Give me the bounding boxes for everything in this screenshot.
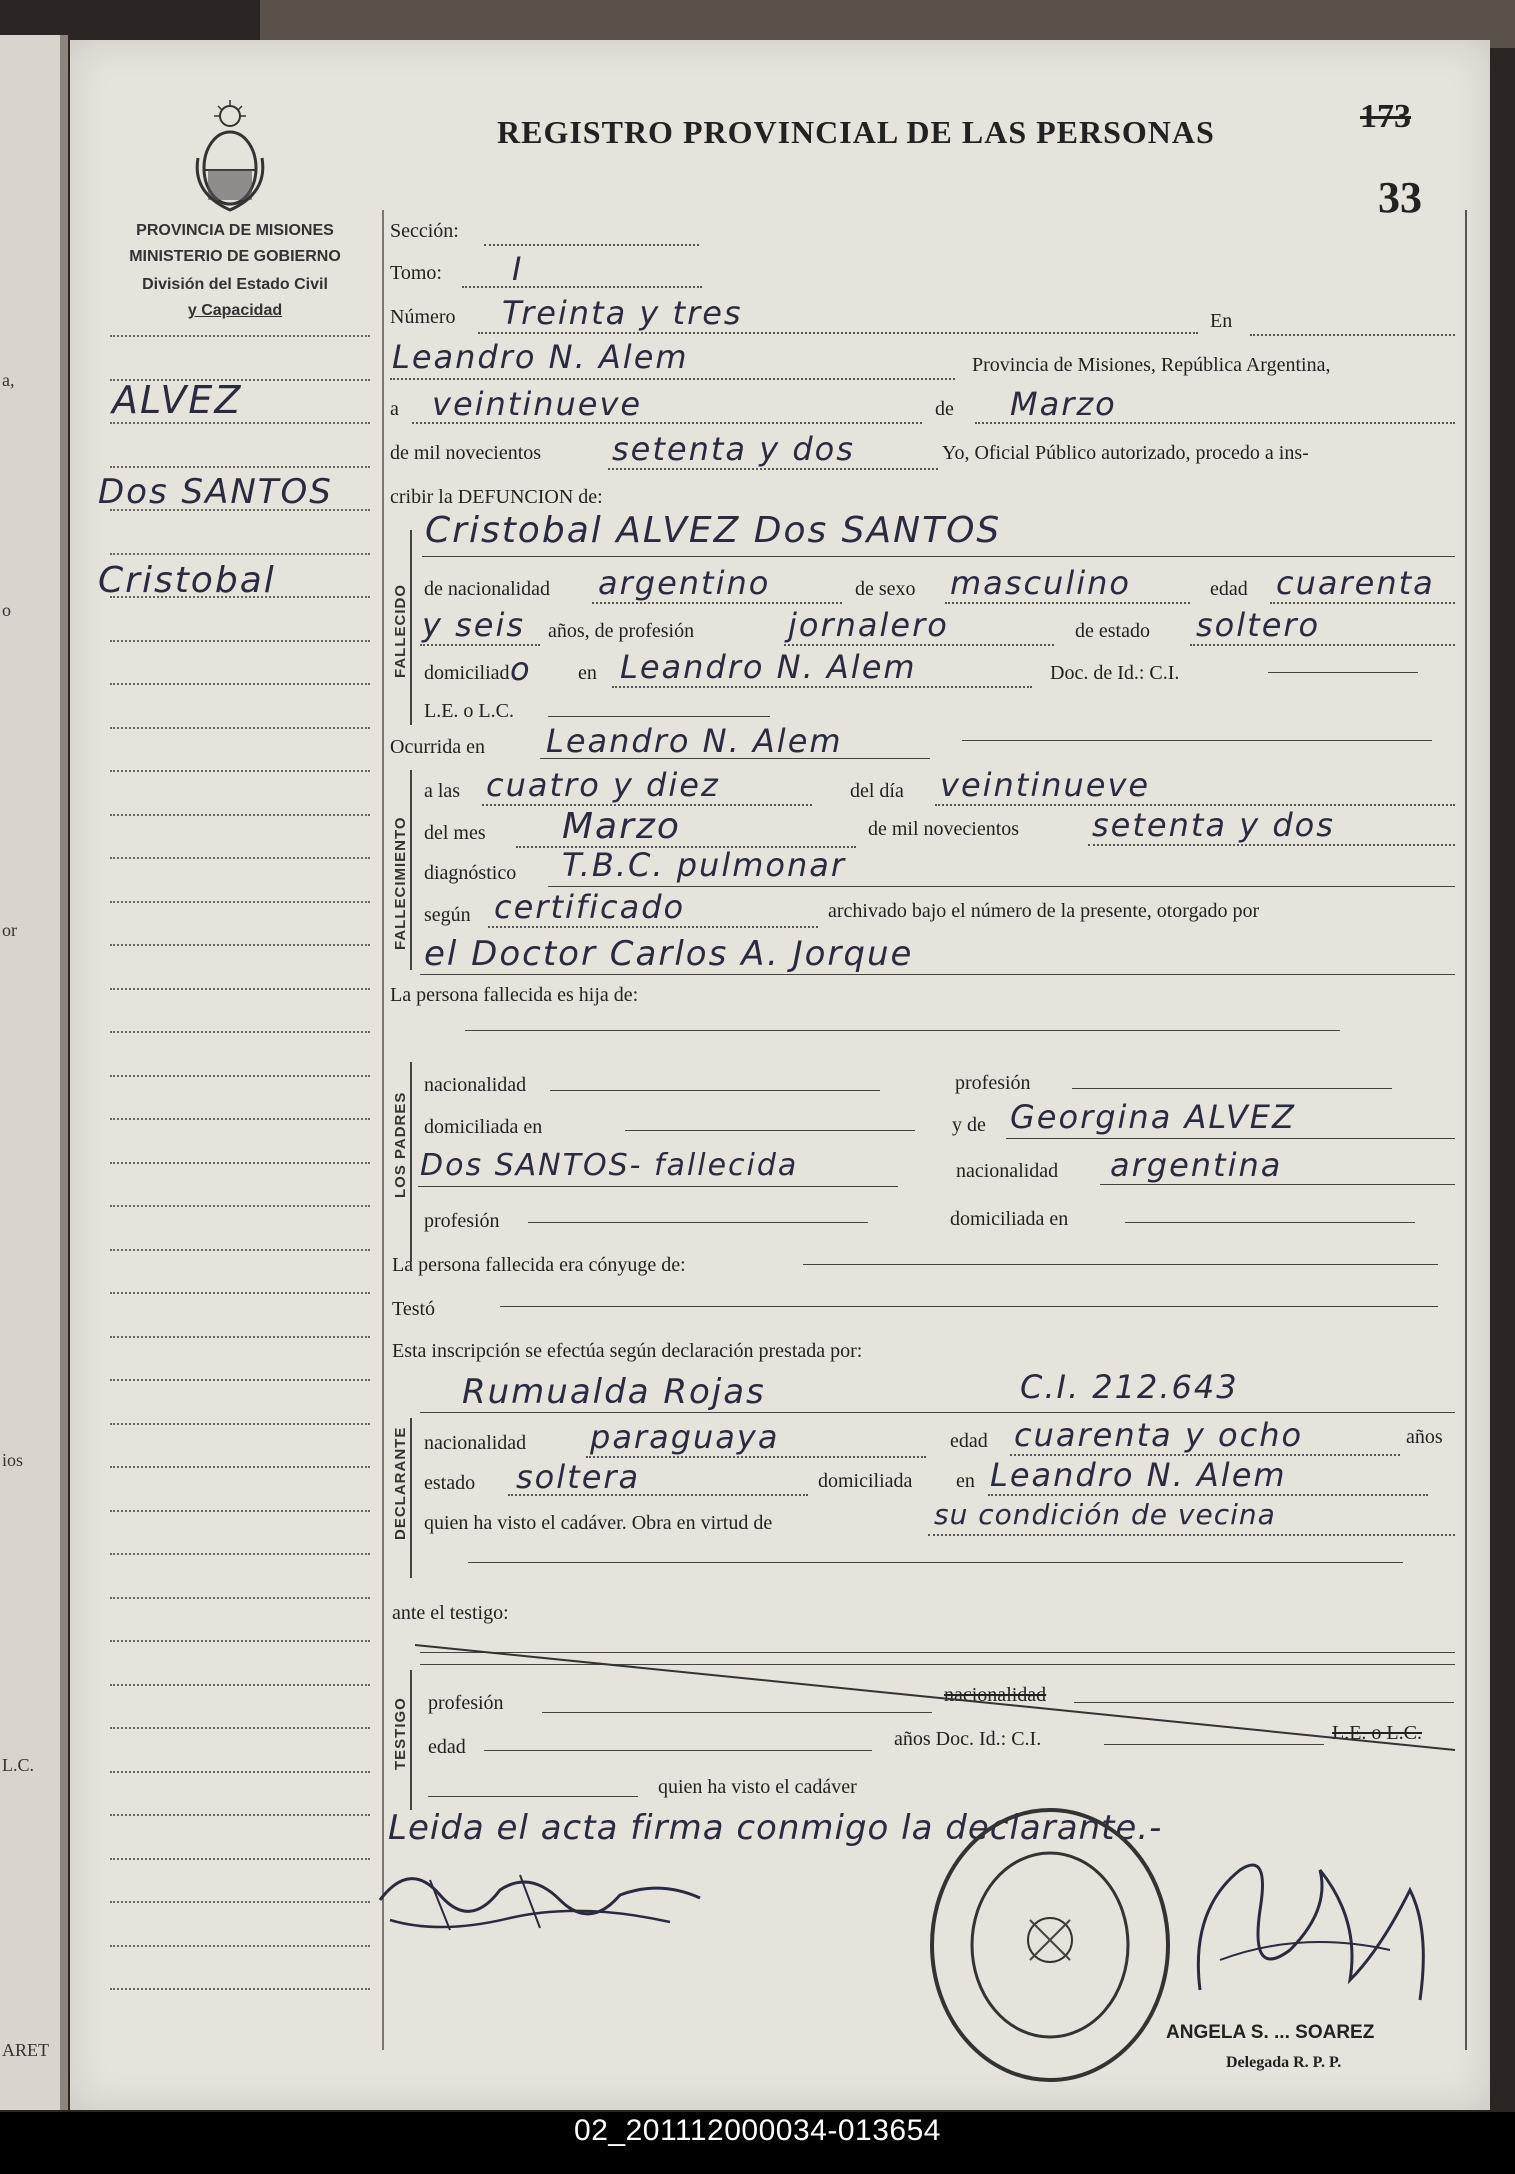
fallecido-name: Cristobal ALVEZ Dos SANTOS <box>425 510 1002 551</box>
margin-rule-line <box>110 1075 370 1077</box>
margin-rule-line <box>110 683 370 685</box>
domiciliado-suffix: o <box>510 650 532 688</box>
padre-profesion-label: profesión <box>955 1072 1031 1094</box>
ocurrida-label: Ocurrida en <box>390 736 485 758</box>
margin-rule-line <box>110 1684 370 1686</box>
declarante-bracket <box>410 1418 412 1578</box>
madre-nacionalidad-line <box>1100 1184 1455 1185</box>
hora-value: cuatro y diez <box>486 766 720 804</box>
margin-rule-line <box>110 1423 370 1425</box>
margin-rule-line <box>110 1249 370 1251</box>
fallecido-section-label: FALLECIDO <box>392 584 409 678</box>
cribir-text: cribir la DEFUNCION de: <box>390 486 603 508</box>
vertical-rule <box>382 210 384 2050</box>
declarante-en-label: en <box>956 1470 975 1492</box>
doc-line <box>1268 672 1418 673</box>
margin-rule-line <box>110 1466 370 1468</box>
declarante-estado-label: estado <box>424 1472 476 1494</box>
padre-profesion-line <box>1072 1088 1392 1089</box>
doctor-value: el Doctor Carlos A. Jorque <box>424 934 914 974</box>
margin-rule-line <box>110 944 370 946</box>
madre2-line <box>418 1186 898 1187</box>
margin-rule-line <box>110 1640 370 1642</box>
declarante-anos-label: años <box>1406 1426 1443 1448</box>
sexo-value: masculino <box>950 564 1131 602</box>
madre-line <box>1006 1138 1455 1139</box>
margin-rule-line <box>110 1336 370 1338</box>
nacionalidad-line <box>592 602 842 604</box>
margin-rule-line <box>110 727 370 729</box>
page-number: 33 <box>1378 173 1422 222</box>
de-mil-label: de mil novecientos <box>390 442 542 464</box>
officer-name: ANGELA S. ... SOAREZ <box>1166 2022 1375 2043</box>
declarante-name: Rumualda Rojas <box>462 1372 766 1412</box>
province-label: PROVINCIA DE MISIONES <box>136 222 334 239</box>
declarante-edad-value: cuarenta y ocho <box>1014 1416 1304 1454</box>
sexo-label: de sexo <box>855 578 916 600</box>
nacionalidad-label: de nacionalidad <box>424 578 551 600</box>
estado-label: de estado <box>1075 620 1150 642</box>
declarante-ci: C.I. 212.643 <box>1020 1368 1239 1406</box>
madre-domiciliada-label: domiciliada en <box>950 1208 1069 1230</box>
segun-value: certificado <box>494 888 686 926</box>
a-label: a <box>390 398 399 420</box>
margin-rule-line <box>110 1379 370 1381</box>
declarante-domiciliada-label: domiciliada <box>818 1470 913 1492</box>
archivado-text: archivado bajo el número de la presente, otorgado por <box>828 900 1260 922</box>
ocurrida-line-2 <box>962 740 1432 741</box>
day-value: veintinueve <box>432 385 643 423</box>
madre-domiciliada-line <box>1125 1222 1415 1223</box>
declarante-domicilio-line <box>988 1494 1428 1496</box>
margin-rule-line <box>110 1205 370 1207</box>
segun-label: según <box>424 904 471 926</box>
margin-given-name: Cristobal <box>98 560 276 601</box>
mes-value: Marzo <box>562 806 681 847</box>
ministry-label: MINISTERIO DE GOBIERNO <box>129 248 341 265</box>
deldia-label: del día <box>850 780 904 802</box>
padre-nacionalidad-label: nacionalidad <box>424 1074 527 1096</box>
padres-bracket <box>410 1062 412 1262</box>
conyuge-line <box>803 1264 1438 1265</box>
domicilio-value: Leandro N. Alem <box>620 648 917 686</box>
doc-label: Doc. de Id.: C.I. <box>1050 662 1180 684</box>
margin-rule-line <box>110 509 370 511</box>
madre-value: Georgina ALVEZ <box>1010 1098 1296 1136</box>
fallecimiento-section-label: FALLECIMIENTO <box>392 816 409 950</box>
padre-domiciliada-line <box>625 1130 915 1131</box>
left-page-fragment: L.C. <box>2 1755 35 1775</box>
month-value: Marzo <box>1010 385 1117 423</box>
edad-value-2: y seis <box>422 606 526 644</box>
conyuge-text: La persona fallecida era cónyuge de: <box>392 1254 686 1276</box>
diagnostico-label: diagnóstico <box>424 862 517 884</box>
en-label: En <box>1210 310 1233 332</box>
profesion-line <box>784 644 1054 646</box>
testigo-section-label: TESTIGO <box>392 1697 409 1770</box>
declarante-virtud-line <box>928 1534 1455 1536</box>
margin-rule-line <box>110 770 370 772</box>
month-line <box>975 422 1455 424</box>
segun-line <box>488 926 818 928</box>
declarante-extra-line <box>468 1562 1403 1563</box>
day-line <box>412 422 922 424</box>
margin-rule-line <box>110 988 370 990</box>
margin-rule-line <box>110 379 370 381</box>
fallecido-bracket <box>410 530 412 725</box>
officer-signature-icon <box>1180 1830 1450 2020</box>
margin-rule-line <box>110 1858 370 1860</box>
testigo-anos-doc-label: años Doc. Id.: C.I. <box>894 1728 1042 1750</box>
left-page-edge <box>60 35 68 2110</box>
estado-line <box>1190 644 1455 646</box>
margin-rule-line <box>110 1162 370 1164</box>
sexo-line <box>945 602 1190 604</box>
alas-label: a las <box>424 780 461 802</box>
margin-surname1: ALVEZ <box>112 378 243 422</box>
madre-profesion-line <box>528 1222 868 1223</box>
page-title: REGISTRO PROVINCIAL DE LAS PERSONAS <box>497 114 1215 150</box>
padres-section-label: LOS PADRES <box>392 1091 409 1198</box>
testigo-ante-text: ante el testigo: <box>392 1602 509 1624</box>
edad2-line <box>420 644 540 646</box>
seccion-label: Sección: <box>390 220 459 242</box>
margin-rule-line <box>110 1292 370 1294</box>
padre-domiciliada-label: domiciliada en <box>424 1116 543 1138</box>
edad-line <box>1270 602 1455 604</box>
year-value: setenta y dos <box>612 430 855 468</box>
place-value: Leandro N. Alem <box>392 338 689 376</box>
margin-rule-line <box>110 335 370 337</box>
testigo-quien-text: quien ha visto el cadáver <box>658 1776 857 1798</box>
madre-nacionalidad-value: argentina <box>1110 1146 1283 1184</box>
diagnostico-line <box>548 886 1455 887</box>
margin-rule-line <box>110 814 370 816</box>
diagnostico-value: T.B.C. pulmonar <box>562 846 847 884</box>
fallecido-name-line <box>422 556 1455 557</box>
seccion-line <box>484 244 699 246</box>
declarante-name-line <box>420 1412 1455 1413</box>
declarante-estado-value: soltera <box>516 1458 641 1496</box>
anio-value: setenta y dos <box>1092 806 1335 844</box>
testigo-edad-label: edad <box>428 1736 466 1758</box>
oficial-text: Yo, Oficial Público autorizado, procedo a ins- <box>942 442 1309 464</box>
left-page-fragment: o <box>2 600 11 620</box>
yde-label: y de <box>952 1114 986 1136</box>
margin-rule-line <box>110 553 370 555</box>
en-line <box>1250 334 1455 336</box>
margin-rule-line <box>110 422 370 424</box>
delmes-label: del mes <box>424 822 486 844</box>
image-caption: 02_201112000034-013654 <box>574 2114 941 2147</box>
margin-rule-line <box>110 1597 370 1599</box>
domicilio-line <box>612 686 1032 688</box>
coat-of-arms-icon <box>190 98 270 218</box>
left-page-fragment: or <box>2 920 17 940</box>
anos-profesion-label: años, de profesión <box>548 620 695 642</box>
edad-value: cuarenta <box>1276 564 1435 602</box>
inscripcion-text: Esta inscripción se efectúa según declaración prestada por: <box>392 1340 863 1362</box>
left-page <box>0 35 65 2110</box>
declarante-edad-label: edad <box>950 1430 988 1452</box>
hija-line <box>465 1030 1340 1031</box>
ocurrida-line <box>540 758 930 759</box>
declarante-signature-icon <box>370 1840 730 1950</box>
margin-rule-line <box>110 1901 370 1903</box>
margin-rule-line <box>110 1945 370 1947</box>
margin-rule-line <box>110 857 370 859</box>
ocurrida-value: Leandro N. Alem <box>546 722 843 760</box>
tomo-line <box>462 286 702 288</box>
margin-rule-line <box>110 640 370 642</box>
margin-surname2: Dos SANTOS <box>98 472 333 512</box>
doctor-line <box>420 974 1455 975</box>
right-rule <box>1465 210 1467 2050</box>
left-page-fragment: a, <box>2 370 15 390</box>
old-page-number: 173 <box>1360 98 1411 135</box>
margin-rule-line <box>110 1814 370 1816</box>
testigo-nacionalidad-label: nacionalidad <box>944 1684 1047 1706</box>
declarante-nacionalidad-value: paraguaya <box>590 1418 780 1456</box>
domiciliado-label: domiciliad <box>424 662 510 684</box>
margin-rule-line <box>110 901 370 903</box>
madre-value-2: Dos SANTOS- fallecida <box>420 1148 799 1183</box>
profesion-value: jornalero <box>788 606 949 644</box>
edad-label: edad <box>1210 578 1248 600</box>
testigo-bracket <box>410 1670 412 1810</box>
margin-rule-line <box>110 1988 370 1990</box>
official-stamp-icon <box>920 1800 1180 2090</box>
division-label: División del Estado Civil <box>142 276 328 293</box>
fallecido-en-label: en <box>578 662 597 684</box>
provincia-text: Provincia de Misiones, República Argentina, <box>972 354 1331 376</box>
testo-label: Testó <box>392 1298 436 1320</box>
margin-rule-line <box>110 1771 370 1773</box>
capacidad-label: y Capacidad <box>187 302 283 319</box>
tomo-label: Tomo: <box>390 262 442 284</box>
margin-rule-line <box>110 1727 370 1729</box>
estado-value: soltero <box>1196 606 1321 644</box>
hija-text: La persona fallecida es hija de: <box>390 984 639 1006</box>
numero-value: Treinta y tres <box>502 294 743 332</box>
numero-line <box>478 332 1198 334</box>
testigo-le-label: L.E. o L.C. <box>1332 1722 1422 1744</box>
left-page-fragment: ARET <box>2 2040 49 2060</box>
officer-title: Delegada R. P. P. <box>1226 2054 1342 2071</box>
testigo-profesion-label: profesión <box>428 1692 504 1714</box>
le-line <box>548 716 770 717</box>
de-label: de <box>935 398 954 420</box>
margin-rule-line <box>110 1510 370 1512</box>
declarante-quien-text: quien ha visto el cadáver. Obra en virtud de <box>424 1512 773 1534</box>
dia-value: veintinueve <box>940 766 1151 804</box>
testo-line <box>500 1306 1438 1307</box>
le-label: L.E. o L.C. <box>424 700 514 722</box>
declarante-domicilio-value: Leandro N. Alem <box>990 1456 1287 1494</box>
cancel-stroke <box>415 1640 1460 1820</box>
margin-rule-line <box>110 596 370 598</box>
margin-rule-line <box>110 1553 370 1555</box>
anio-line <box>1088 844 1455 846</box>
margin-rule-line <box>110 1118 370 1120</box>
margin-rule-line <box>110 1031 370 1033</box>
nacionalidad-value: argentino <box>598 564 771 602</box>
numero-label: Número <box>390 306 456 328</box>
madre-profesion-label: profesión <box>424 1210 500 1232</box>
declarante-nacionalidad-label: nacionalidad <box>424 1432 527 1454</box>
padre-nacionalidad-line <box>550 1090 880 1091</box>
place-line <box>390 378 955 380</box>
declarante-section-label: DECLARANTE <box>392 1426 409 1540</box>
tomo-value: I <box>512 250 524 288</box>
madre-nacionalidad-label: nacionalidad <box>956 1160 1059 1182</box>
fallecimiento-bracket <box>410 770 412 970</box>
declarante-estado-line <box>508 1494 808 1496</box>
year-line <box>608 468 938 470</box>
declarante-virtud-value: su condición de vecina <box>934 1498 1276 1531</box>
margin-rule-line <box>110 466 370 468</box>
left-page-fragment: ios <box>2 1450 24 1470</box>
leido-text: Leida el acta firma conmigo la declarante.- <box>388 1808 1163 1848</box>
demil-label: de mil novecientos <box>868 818 1020 840</box>
